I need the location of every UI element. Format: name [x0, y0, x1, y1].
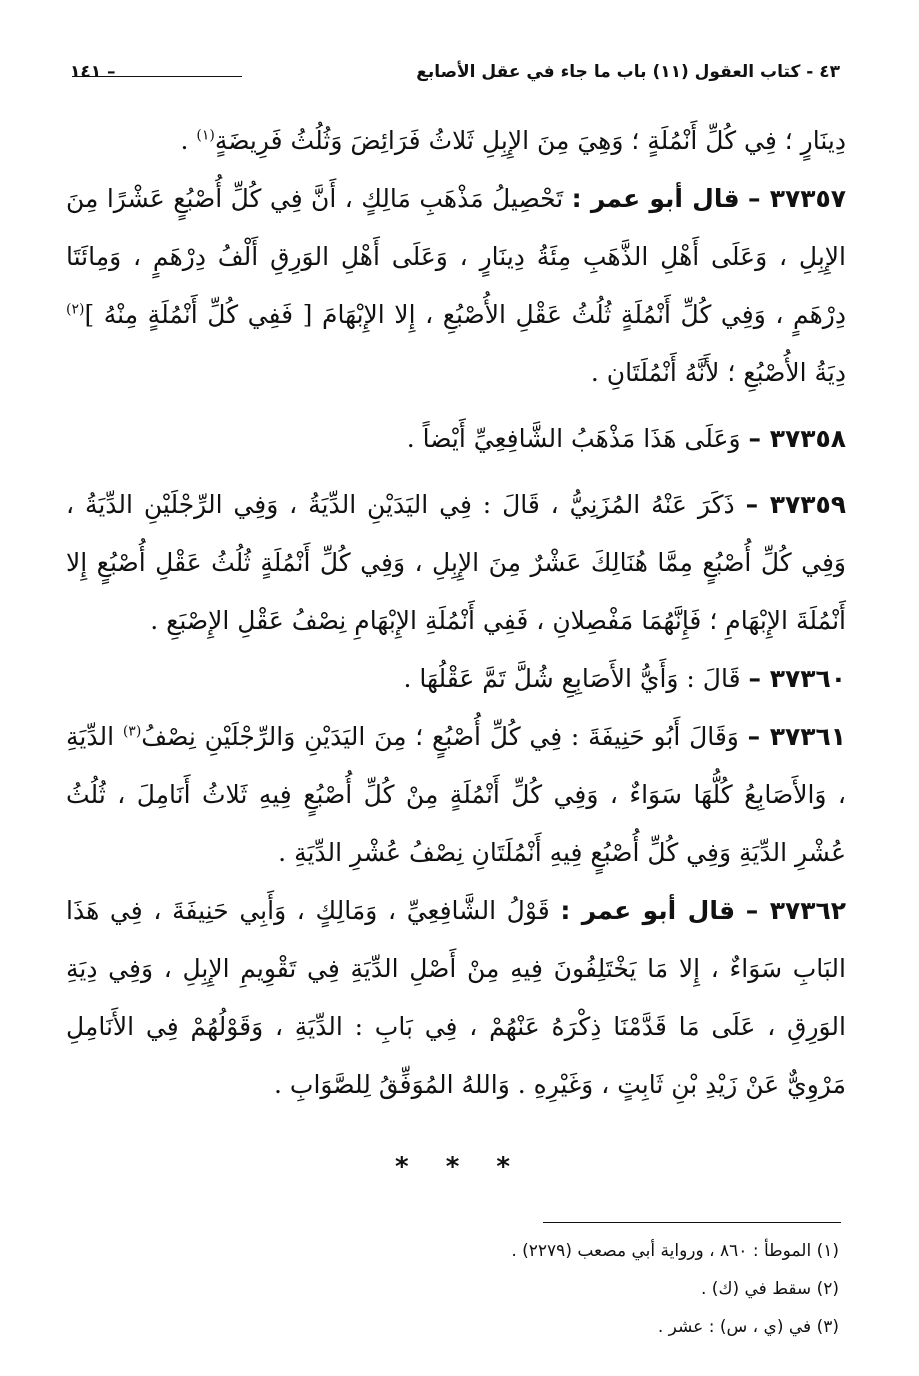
page-number: – ١٤١ [70, 62, 116, 82]
speaker-label: قال أبو عمر : [571, 184, 740, 213]
paragraph-text: قَالَ : وَأَيُّ الأَصَابِعِ شُلَّ تَمَّ عَقْلُهَا . [403, 664, 741, 693]
paragraph-text: دِينَارٍ ؛ فِي كُلِّ أَنْمُلَةٍ ؛ وَهِيَ مِنَ الإِبِلِ ثَلاثُ فَرَائِضَ وَثُلُثُ فَرِيضَةٍ [214, 126, 846, 155]
paragraph-37362 [66, 882, 846, 1114]
paragraph-37360 [66, 650, 846, 708]
section-separator: * * * [395, 1152, 524, 1182]
paragraph-37357 [66, 170, 846, 402]
paragraph-text: تَحْصِيلُ مَذْهَبِ مَالِكٍ ، أَنَّ فِي كُلِّ أُصْبُعٍ عَشْرًا مِنَ الإِبِلِ ، وَعَلَى أَهْلِ الذَّهَبِ مِئَةُ دِينَارٍ ، وَعَلَى أَهْلِ الوَرِقِ أَلْفُ دِرْهَمٍ ، وَمِائَتَا دِرْهَمٍ ، وَفِي كُلِّ أَنْمُلَةٍ ثُلُثُ عَقْلِ الأُصْبُعِ ، إِلا الإِبْهَامَ [ فَفِي كُلِّ أَنْمُلَةٍ مِنْهُ ] [66, 184, 846, 329]
paragraph-number: ٣٧٣٦٢ – [745, 896, 846, 925]
running-title: ٤٣ - كتاب العقول (١١) باب ما جاء في عقل الأصابع [416, 62, 840, 82]
paragraph-number: ٣٧٣٥٨ – [748, 424, 846, 453]
paragraph-37358 [66, 410, 846, 468]
paragraph-text: وَقَالَ أَبُو حَنِيفَةَ : فِي كُلِّ أُصْبُعٍ ؛ مِنَ اليَدَيْنِ وَالرِّجْلَيْنِ نِصْفُ [141, 722, 739, 751]
paragraph-37361 [66, 708, 846, 882]
paragraph-continuation [66, 112, 846, 170]
paragraph-tail: الدِّيَةِ ، وَالأَصَابِعُ كُلُّهَا سَوَاءٌ ، وَفِي كُلِّ أَنْمُلَةٍ مِنْ كُلِّ أُصْبُعٍ فِيهِ ثَلاثُ أَنَامِلَ ، ثُلُثُ عُشْرِ الدِّيَةِ وَفِي كُلِّ أُصْبُعٍ فِيهِ أَنْمُلَتَانِ نِصْفُ عُشْرِ الدِّيَةِ . [66, 722, 846, 867]
paragraph-number: ٣٧٣٦١ – [747, 722, 846, 751]
paragraph-text: وَعَلَى هَذَا مَذْهَبُ الشَّافِعِيِّ أَيْضاً . [406, 424, 741, 453]
footnote-ref: (٢) [66, 301, 85, 318]
footnote-rule [543, 1222, 841, 1223]
paragraph-37359 [66, 476, 846, 650]
running-header [70, 58, 840, 92]
main-text [66, 112, 846, 1114]
paragraph-tail: . [180, 126, 197, 155]
footnote-3: (٣) في (ي ، س) : عشر . [657, 1317, 839, 1337]
paragraph-number: ٣٧٣٥٧ – [748, 184, 846, 213]
footnotes [79, 1232, 839, 1346]
paragraph-number: ٣٧٣٦٠ – [748, 664, 846, 693]
paragraph-text: ذَكَرَ عَنْهُ المُزَنِيُّ ، قَالَ : فِي اليَدَيْنِ الدِّيَةُ ، وَفِي الرِّجْلَيْنِ الدِّيَةُ ، وَفِي كُلِّ أُصْبُعٍ مِمَّا هُنَالِكَ عَشْرٌ مِنَ الإِبِلِ ، وَفِي كُلِّ أَنْمُلَةٍ ثُلُثُ عَقْلِ أُصْبُعٍ إِلا أَنْمُلَةَ الإِبْهَامِ ؛ فَإِنَّهُمَا مَفْصِلانِ ، فَفِي أَنْمُلَةِ الإِبْهَامِ نِصْفُ عَقْلِ الإِصْبَعِ . [66, 490, 846, 635]
paragraph-text: قَوْلُ الشَّافِعِيِّ ، وَمَالِكٍ ، وَأَبِي حَنِيفَةَ ، فِي هَذَا البَابِ سَوَاءٌ ، إِلا مَا يَخْتَلِفُونَ فِيهِ مِنْ أَصْلِ الدِّيَةِ فِي تَقْوِيمِ الإِبِلِ ، وَفِي دِيَةِ الوَرِقِ ، عَلَى مَا قَدَّمْنَا ذِكْرَهُ عَنْهُمْ ، فِي بَابِ : الدِّيَةِ ، وَقَوْلُهُمْ فِي الأَنَامِلِ مَرْوِيٌّ عَنْ زَيْدِ بْنِ ثَابِتٍ ، وَغَيْرِهِ . وَاللهُ المُوَفِّقُ لِلصَّوَابِ . [66, 896, 846, 1099]
speaker-label: قال أبو عمر : [560, 896, 736, 925]
paragraph-tail: دِيَةُ الأُصْبُعِ ؛ لأَنَّهُ أَنْمُلَتَانِ . [590, 358, 846, 387]
footnote-ref: (٣) [122, 723, 142, 740]
footnote-ref: (١) [196, 127, 215, 144]
footnote-2: (٢) سقط في (ك) . [701, 1279, 839, 1299]
paragraph-number: ٣٧٣٥٩ – [745, 490, 846, 519]
footnote-1: (١) الموطأ : ٨٦٠ ، ورواية أبي مصعب (٢٢٧٩) . [511, 1241, 839, 1261]
